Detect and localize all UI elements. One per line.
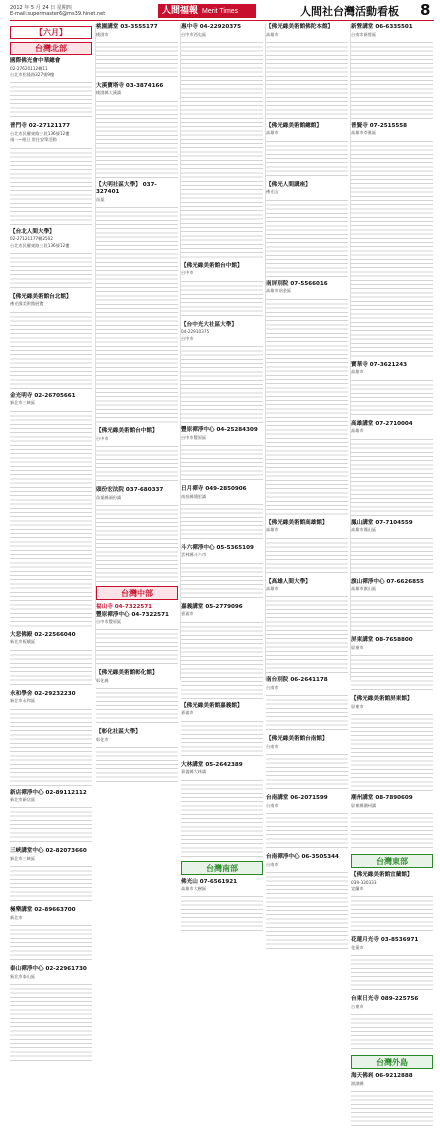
listing-text-lines <box>10 922 92 962</box>
listing-text-lines <box>351 952 433 992</box>
month-tab: 【六月】 <box>10 26 92 39</box>
listing-text-lines <box>96 685 178 725</box>
listing-address: 台中市 <box>181 335 194 341</box>
listing-block <box>181 427 263 482</box>
listing-address: 新北市板橋區 <box>10 639 36 645</box>
listing-text-lines <box>181 442 263 482</box>
listing-address: 新北市永和區 <box>10 698 36 704</box>
logo-en: Merit Times <box>202 8 239 15</box>
listing-address: 台中市 <box>181 270 194 276</box>
listing-block <box>10 58 92 119</box>
listing-block <box>10 907 92 962</box>
listing-text-lines <box>96 39 178 79</box>
listing-title: 國際佛光會中華總會 <box>10 58 61 64</box>
listing-block <box>181 486 263 541</box>
listing-block <box>351 996 433 1051</box>
listing-block <box>181 703 263 758</box>
logo-zh: 人間福報 <box>162 6 199 16</box>
region-banner: 台灣東部 <box>351 854 433 868</box>
board-title: 人間社台灣活動看板 <box>300 5 399 18</box>
listing-text-lines <box>351 377 433 417</box>
listing-block <box>96 182 178 424</box>
listing-text-lines <box>96 443 178 483</box>
listing-text-lines <box>351 810 433 850</box>
listing-block <box>10 848 92 903</box>
listing-title: 三峽講堂中心 02-82073660 <box>10 848 87 855</box>
listing-block <box>266 795 348 850</box>
listing-block <box>10 691 92 786</box>
listing-block <box>351 579 433 634</box>
listing-address: 佛光山 <box>266 189 279 195</box>
listing-text-lines <box>266 535 348 575</box>
listing-text-lines <box>181 777 263 857</box>
listing-block <box>351 937 433 992</box>
listing-text-lines <box>351 711 433 791</box>
listing-subline: 04-22910375 <box>181 329 210 335</box>
listing-address: 台中市豐原區 <box>96 619 122 625</box>
listing-text-lines <box>96 98 178 178</box>
listing-text-lines <box>351 39 433 119</box>
listing-text-lines <box>181 718 263 758</box>
listing-text-lines <box>266 810 348 850</box>
listing-address: 屏東縣潮州鎮 <box>351 802 377 808</box>
listing-title: 【佛光人間講座】 <box>266 181 311 188</box>
listing-address: 台南市 <box>266 684 279 690</box>
listing-subline: 02-27121177轉2502 <box>10 236 53 242</box>
listing-title: 海天佛剎 06-9212888 <box>351 1073 413 1080</box>
listing-block <box>266 736 348 791</box>
listing-text-lines <box>351 1088 433 1128</box>
listing-text-lines <box>10 250 92 290</box>
listing-address: 台北市民權東路三段136號12樓 <box>10 242 70 248</box>
listing-text-lines <box>351 893 433 933</box>
listing-text-lines <box>266 593 348 673</box>
listing-text-lines <box>10 79 92 119</box>
masthead-logo <box>158 4 256 18</box>
listing-block <box>96 487 178 582</box>
column-4 <box>265 24 348 867</box>
listing-title: 台東日光寺 089-225756 <box>351 996 419 1003</box>
listing-title: 大悲佛殿 02-22566040 <box>10 631 76 638</box>
listing-text-lines <box>181 560 263 600</box>
listing-text-lines <box>96 626 178 666</box>
listing-address: 台中市 <box>96 435 109 441</box>
listing-block <box>351 520 433 575</box>
listing-text-lines <box>10 804 92 844</box>
listing-text-lines <box>351 138 433 358</box>
listing-title: 【高雄人間大學】 <box>266 578 311 585</box>
listing-address: 高雄市 <box>266 527 279 533</box>
listing-block <box>351 362 433 417</box>
listing-block <box>351 123 433 358</box>
listing-address: 苗栗縣頭份鎮 <box>96 494 122 500</box>
listing-block <box>181 604 263 699</box>
listing-block <box>10 632 92 687</box>
listing-block <box>96 612 178 667</box>
listing-address: 台北市松隆路327號9樓 <box>10 71 55 77</box>
listing-address: 新北市三峽區 <box>10 400 36 406</box>
listing-address: 台東市 <box>351 1003 364 1009</box>
column-5 <box>350 24 433 1086</box>
header-email: E-mail:supermaster6@ms39.hinet.net <box>10 11 106 17</box>
region-banner: 台灣中部 <box>96 586 178 600</box>
listing-text-lines <box>266 197 348 277</box>
listing-block <box>266 281 348 516</box>
listing-address: 台中市豐原區 <box>181 434 207 440</box>
listing-title: 豐原禪淨中心 04-7322571 <box>96 611 169 618</box>
listing-title: 寶華寺 07-3621243 <box>351 361 408 368</box>
listing-address: 嘉義市 <box>181 611 194 617</box>
listing-block <box>351 696 433 791</box>
listing-title: 【佛光緣美術館台北館】 <box>10 293 72 300</box>
listing-title: 【佛光緣美術館彰化館】 <box>96 670 158 677</box>
listing-subline: 02-27620112轉11 <box>10 65 48 71</box>
listing-text-lines <box>96 502 178 582</box>
listing-title: 大林講堂 05-2642389 <box>181 761 243 768</box>
listing-block <box>96 83 178 178</box>
listing-text-lines <box>181 278 263 318</box>
listing-subline: 台北市民權東路三段136號12樓 <box>10 130 70 136</box>
listing-title: 【台北人間大學】 <box>10 228 55 235</box>
listing-block <box>10 123 92 224</box>
listing-title: 【佛光緣美術館宜蘭館】 <box>351 872 413 879</box>
listing-title: 【佛光緣美術館嘉義館】 <box>181 702 243 709</box>
listing-address: 新北市新店區 <box>10 797 36 803</box>
listing-address: 台南市新營區 <box>351 31 377 37</box>
region-banner: 台灣南部 <box>181 861 263 875</box>
listing-title: 惠中寺 04-22920375 <box>181 24 241 30</box>
listing-text-lines <box>181 893 263 933</box>
listing-title: 大溪寶塔寺 03-3874166 <box>96 82 164 89</box>
listing-address: 週一~週日 常住安單活動 <box>10 137 57 143</box>
listing-address: 高雄市鳳山區 <box>351 527 377 533</box>
listing-title: 【佛光緣美術館台中館】 <box>96 428 158 435</box>
listing-block <box>266 677 348 732</box>
listing-address: 澎湖縣 <box>351 1080 364 1086</box>
header-meta <box>10 5 105 17</box>
listing-address: 高雄市旗山區 <box>351 586 377 592</box>
listing-address: 高雄市 <box>266 130 279 136</box>
listing-address: 南投縣埔里鎮 <box>181 493 207 499</box>
listing-address: 新北市泰山區 <box>10 973 36 979</box>
listing-title: 普賢寺 07-2515558 <box>351 122 408 129</box>
listing-text-lines <box>266 692 348 732</box>
listing-block <box>96 428 178 483</box>
listing-title: 新店禪淨中心 02-89112112 <box>10 789 87 796</box>
listing-address: 花蓮市 <box>351 944 364 950</box>
listing-text-lines <box>351 535 433 575</box>
listing-title: 桃園講堂 03-3555177 <box>96 24 158 30</box>
listing-title: 【佛光緣美術館總館】 <box>266 122 322 129</box>
listing-block <box>181 762 263 857</box>
listing-title: 泰山禪淨中心 02-22961730 <box>10 966 87 973</box>
listing-text-lines <box>351 593 433 633</box>
listing-text-lines <box>96 204 178 424</box>
listing-block <box>181 263 263 318</box>
listing-title: 台南禪淨中心 06-3505344 <box>266 854 339 861</box>
listing-address: 高雄市大樹區 <box>181 886 207 892</box>
listing-block <box>266 520 348 575</box>
listing-text-lines <box>10 706 92 786</box>
listing-block <box>266 123 348 178</box>
listing-title: 【大明社區大學】 037-327401 <box>96 181 157 196</box>
listing-text-lines <box>10 309 92 389</box>
listing-address: 佛光緣美術館展覽 <box>10 301 44 307</box>
listing-block <box>10 790 92 845</box>
listing-address: 嘉義市 <box>181 710 194 716</box>
listing-title: 頭份宏法院 037-680337 <box>96 487 164 494</box>
listing-address: 新北市 <box>10 914 23 920</box>
listing-text-lines <box>181 343 263 423</box>
listing-title: 新營講堂 06-6335501 <box>351 24 413 30</box>
listing-subline: 039-330333 <box>351 879 377 885</box>
listing-block <box>351 795 433 850</box>
listing-block <box>10 294 92 389</box>
listing-title: 極樂講堂 02-89663700 <box>10 907 76 914</box>
region-city-title: 福山寺 04-7322571 <box>96 604 153 611</box>
listing-block <box>96 729 178 784</box>
header-rule <box>10 20 434 21</box>
listing-address: 屏東市 <box>351 644 364 650</box>
listing-text-lines <box>10 408 92 628</box>
column-3 <box>180 24 263 892</box>
listing-title: 日月禪寺 049-2850906 <box>181 486 247 493</box>
region-banner: 台灣外島 <box>351 1055 433 1069</box>
listing-text-lines <box>181 619 263 699</box>
listing-title: 鳳山講堂 07-7104559 <box>351 519 413 526</box>
listing-title: 高雄講堂 07-2710004 <box>351 420 413 427</box>
listing-block <box>351 1073 433 1128</box>
listing-text-lines <box>266 751 348 791</box>
listing-block <box>351 637 433 692</box>
listing-text-lines <box>266 138 348 178</box>
listing-address: 高雄市苓雅區 <box>351 130 377 136</box>
listing-text-lines <box>10 981 92 1061</box>
listing-block <box>10 393 92 628</box>
listing-block <box>181 879 263 934</box>
listing-text-lines <box>181 501 263 541</box>
listing-text-lines <box>10 647 92 687</box>
listing-block <box>96 670 178 725</box>
listing-text-lines <box>181 39 263 259</box>
listing-title: 豐原禪淨中心 04-25284309 <box>181 427 258 434</box>
listing-address: 高雄市 <box>266 586 279 592</box>
listing-address: 高雄市前金區 <box>266 288 292 294</box>
listing-address: 屏東市 <box>351 703 364 709</box>
listing-title: 【佛光緣美術館屏東館】 <box>351 696 413 703</box>
listing-block <box>266 182 348 277</box>
listing-address: 台中市西屯區 <box>181 31 207 37</box>
listing-address: 彰化縣 <box>96 677 109 683</box>
listing-block <box>96 24 178 79</box>
listing-title: 普門寺 02-27121177 <box>10 123 70 130</box>
listing-block <box>10 966 92 1061</box>
listing-title: 南台別院 06-2641178 <box>266 677 328 684</box>
listing-text-lines <box>266 869 348 949</box>
listing-address: 高雄市 <box>351 428 364 434</box>
listing-title: 台南講堂 06-2071599 <box>266 795 328 802</box>
listing-block <box>266 854 348 949</box>
listing-address: 台南市 <box>266 802 279 808</box>
listing-title: 嘉義講堂 05-2779096 <box>181 603 243 610</box>
listing-title: 【佛光緣美術館高雄館】 <box>266 519 328 526</box>
column-1 <box>10 24 92 979</box>
listing-text-lines <box>351 652 433 692</box>
listing-block <box>181 545 263 600</box>
listing-title: 佛光山 07-6561921 <box>181 878 238 885</box>
listing-address: 雲林縣斗六市 <box>181 552 207 558</box>
listing-address: 高雄市 <box>351 369 364 375</box>
listing-address: 桃園市 <box>96 31 109 37</box>
listing-address: 台南市 <box>266 861 279 867</box>
listing-block <box>181 322 263 423</box>
listing-title: 潮州講堂 08-7890609 <box>351 795 413 802</box>
listing-text-lines <box>10 145 92 225</box>
listing-block <box>351 24 433 119</box>
listing-address: 嘉義縣大林鎮 <box>181 769 207 775</box>
listing-address: 宜蘭市 <box>351 886 364 892</box>
listing-block <box>266 579 348 674</box>
listing-text-lines <box>351 1011 433 1051</box>
page-header <box>0 0 440 22</box>
listing-address: 高雄市 <box>266 31 279 37</box>
listing-title: 旗山禪淨中心 07-6626855 <box>351 578 424 585</box>
listing-title: 【台中光大社區大學】 <box>181 321 237 328</box>
listing-text-lines <box>266 39 348 119</box>
listing-block <box>10 229 92 290</box>
listing-title: 花蓮月光寺 03-8536971 <box>351 937 419 944</box>
listing-title: 【佛光緣美術館台中館】 <box>181 262 243 269</box>
listing-text-lines <box>96 744 178 784</box>
listing-address: 新北市三峽區 <box>10 855 36 861</box>
listing-title: 屏東講堂 08-7658800 <box>351 637 413 644</box>
listing-address: 台南市 <box>266 743 279 749</box>
listing-address: 彰化市 <box>96 736 109 742</box>
listing-address: 桃園縣大溪鎮 <box>96 90 122 96</box>
listing-text-lines <box>266 296 348 516</box>
listing-title: 【佛光緣美術館佛陀本館】 <box>266 24 334 30</box>
listing-title: 永和學舍 02-29232230 <box>10 690 76 697</box>
header-date: 2012 年 5 月 24 日 星期四 <box>10 5 72 11</box>
listing-title: 【佛光緣美術館台南館】 <box>266 736 328 743</box>
listing-title: 【彰化社區大學】 <box>96 729 141 736</box>
listing-block <box>351 872 433 933</box>
listing-block <box>181 24 263 259</box>
listing-block <box>351 421 433 516</box>
listing-block <box>266 24 348 119</box>
region-north-tab: 台灣北部 <box>10 42 92 55</box>
listing-title: 金光明寺 02-26705661 <box>10 392 76 399</box>
listing-text-lines <box>10 863 92 903</box>
listing-title: 南屏別院 07-5566016 <box>266 280 328 287</box>
column-2 <box>95 24 178 742</box>
listing-title: 斗六禪淨中心 05-5365109 <box>181 544 254 551</box>
listing-address: 苗栗 <box>96 196 105 202</box>
listing-text-lines <box>351 436 433 516</box>
page-number: 8 <box>420 1 431 19</box>
